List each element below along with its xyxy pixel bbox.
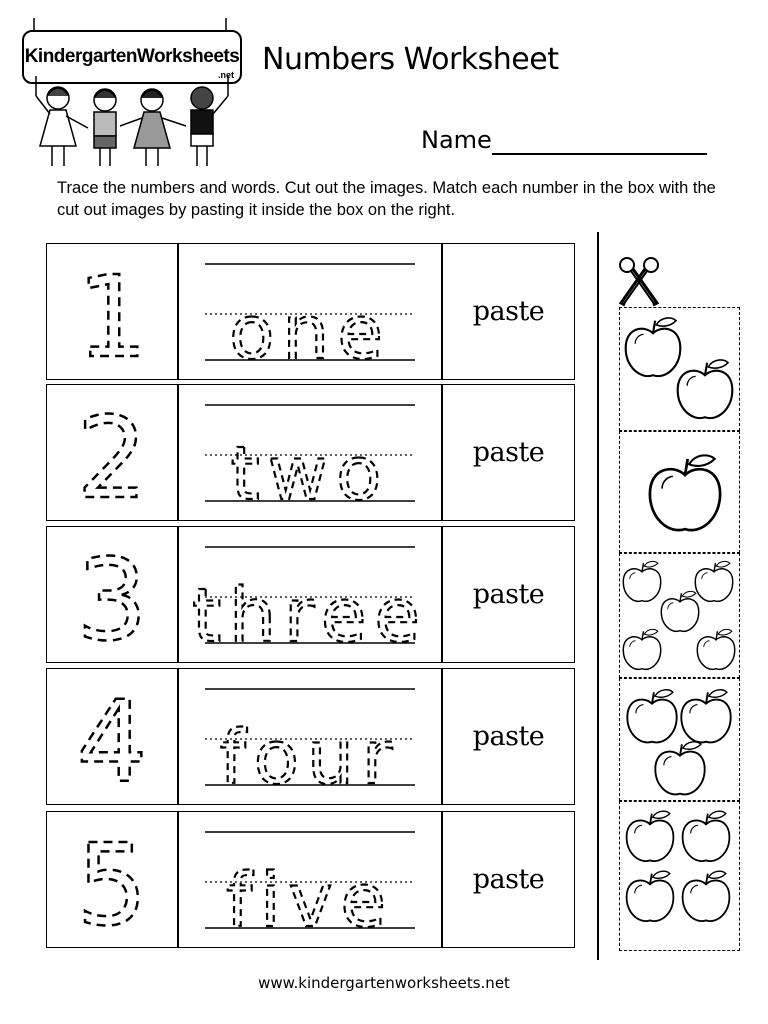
worksheet-row — [46, 384, 576, 521]
apple-icon — [655, 742, 704, 795]
cutout-apples-box[interactable] — [619, 307, 740, 431]
apple-icon — [623, 629, 660, 669]
apple-icon — [678, 360, 733, 418]
scissors-icon — [617, 255, 663, 307]
apple-icon — [683, 871, 730, 921]
name-line — [492, 153, 707, 155]
worksheet-row — [46, 668, 576, 805]
trace-number-text: 4 — [76, 678, 148, 804]
apple-icon — [626, 318, 681, 376]
apple-icon — [681, 690, 730, 743]
apple-icon — [697, 629, 734, 669]
trace-number-cell — [46, 811, 178, 948]
trace-word-cell — [178, 811, 442, 948]
trace-number — [47, 669, 177, 804]
apple-icon — [695, 561, 732, 601]
trace-word-cell — [178, 384, 442, 521]
worksheet-row — [46, 526, 576, 663]
cutout-apples-box[interactable] — [619, 801, 740, 951]
trace-word — [179, 812, 441, 947]
footer-url: www.kindergartenworksheets.net — [258, 974, 510, 992]
logo-net: .net — [217, 70, 234, 80]
cutout-column — [619, 307, 740, 952]
trace-word — [179, 385, 441, 520]
apple-icon — [683, 811, 730, 861]
paste-label: paste — [472, 579, 545, 610]
trace-number — [47, 527, 177, 662]
logo — [20, 18, 245, 168]
worksheet-row — [46, 811, 576, 948]
trace-number — [47, 812, 177, 947]
trace-word — [179, 244, 441, 379]
trace-word-text: five — [226, 858, 394, 944]
cutout-apples-box[interactable] — [619, 431, 740, 553]
trace-number-cell — [46, 384, 178, 521]
paste-label: paste — [472, 437, 545, 468]
paste-box[interactable] — [442, 811, 575, 948]
instructions: Trace the numbers and words. Cut out the images. Match each number in the box with the cut out images by pasting it inside the box on the right. — [57, 179, 716, 219]
apples-group — [620, 308, 739, 430]
paste-label: paste — [472, 721, 545, 752]
trace-word-cell — [178, 243, 442, 380]
worksheet-row — [46, 243, 576, 380]
trace-word-cell — [178, 668, 442, 805]
apple-icon — [650, 455, 720, 530]
trace-number-text: 2 — [76, 394, 148, 520]
trace-word-text: two — [230, 431, 390, 517]
paste-box[interactable] — [442, 384, 575, 521]
apple-icon — [627, 690, 676, 743]
trace-word — [179, 669, 441, 804]
trace-number-text: 1 — [76, 253, 148, 379]
paste-box[interactable] — [442, 243, 575, 380]
trace-number-cell — [46, 526, 178, 663]
trace-number — [47, 385, 177, 520]
trace-number-cell — [46, 668, 178, 805]
paste-box[interactable] — [442, 668, 575, 805]
trace-word — [179, 527, 441, 662]
name-label: Name — [421, 126, 492, 154]
trace-number-text: 5 — [76, 821, 148, 947]
paste-label: paste — [472, 864, 545, 895]
apple-icon — [623, 561, 660, 601]
apple-icon — [627, 811, 674, 861]
apples-group — [620, 554, 739, 677]
cut-divider — [597, 232, 599, 960]
apple-icon — [627, 871, 674, 921]
trace-word-text: one — [229, 290, 391, 376]
cutout-apples-box[interactable] — [619, 553, 740, 678]
trace-word-text: four — [219, 715, 401, 801]
paste-label: paste — [472, 296, 545, 327]
trace-number-text: 3 — [76, 536, 148, 662]
paste-box[interactable] — [442, 526, 575, 663]
page-title: Numbers Worksheet — [262, 42, 559, 77]
apples-group — [620, 432, 739, 552]
apple-icon — [661, 591, 698, 631]
cutout-apples-box[interactable] — [619, 678, 740, 801]
trace-number-cell — [46, 243, 178, 380]
logo-text: KindergartenWorksheets — [24, 46, 240, 67]
apples-group — [620, 679, 739, 800]
trace-word-cell — [178, 526, 442, 663]
trace-number — [47, 244, 177, 379]
trace-word-text: three — [192, 573, 428, 659]
kids-illustration — [30, 76, 240, 171]
apples-group — [620, 802, 739, 950]
